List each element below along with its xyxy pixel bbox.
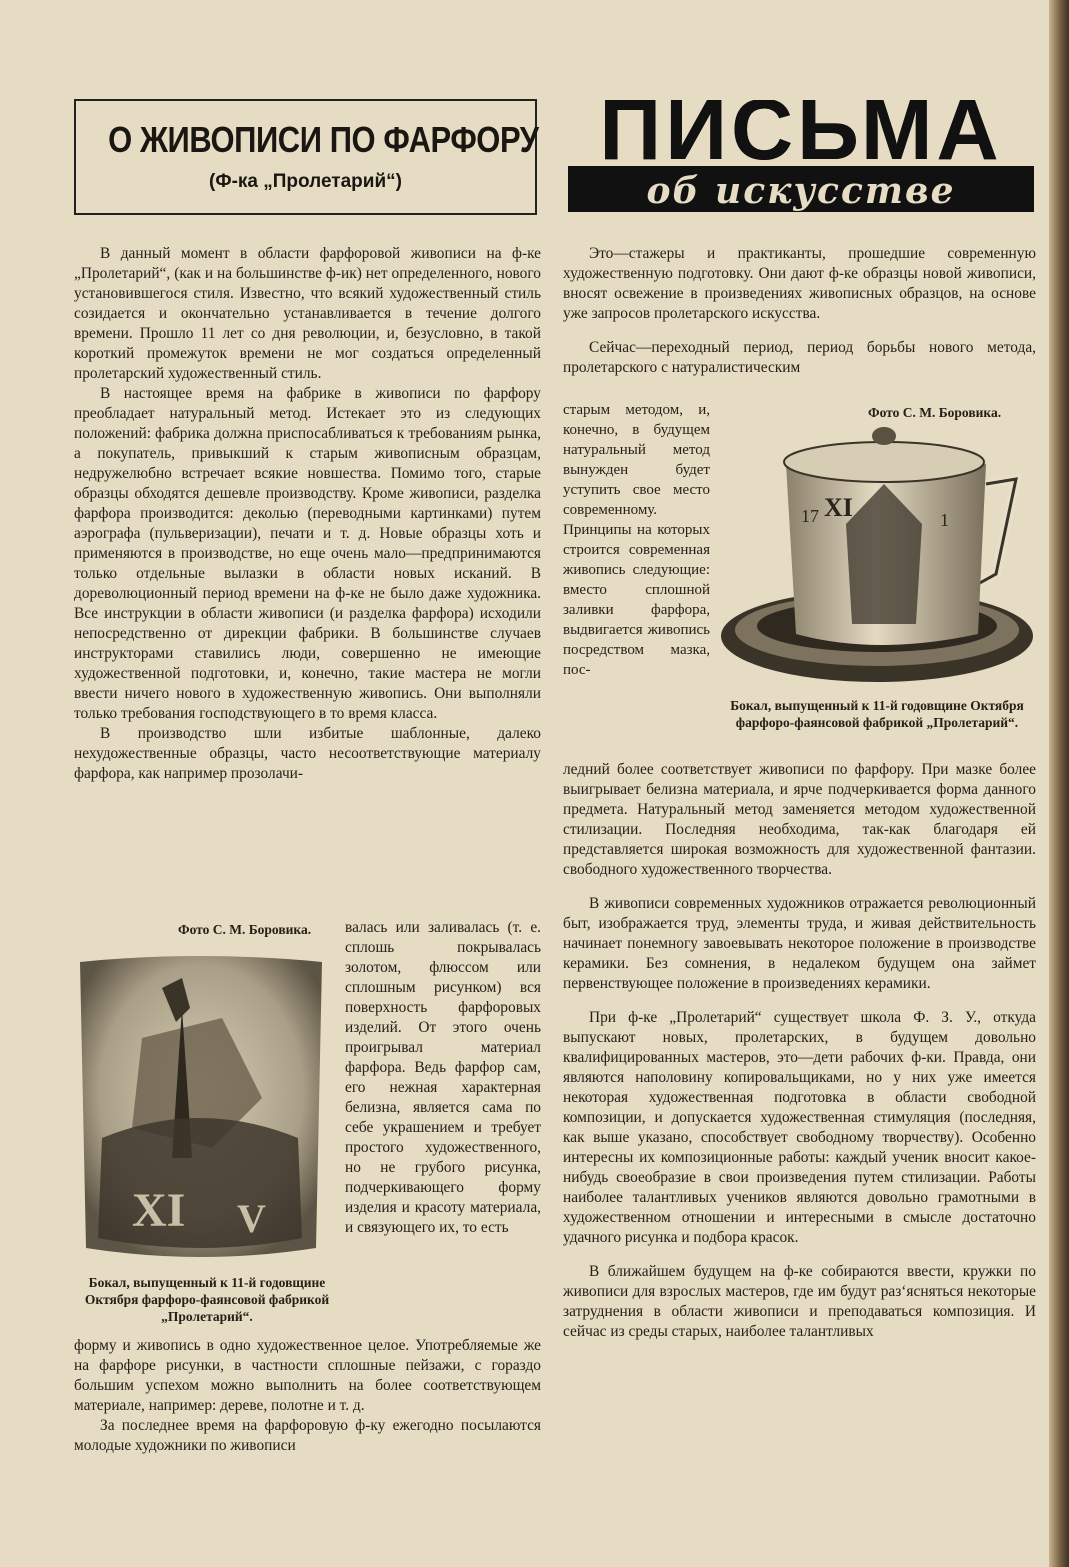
paragraph: Сейчас—переходный период, период борьбы нового метода, пролетарского с натуралистическим: [563, 339, 1036, 376]
paragraph: В настоящее время на фабрике в живописи по фарфору преобладает натуральный метод. Истекает это из следующих положений: фабрика должна приспосабливаться к требованиям рынка, а покупатель, привыкший к старым живописным образцам, недружелюбно встречает всякие новшества. Помимо того, старые образцы обходятся дешевле производству. Кроме живописи, разделка фарфора производится: деколью (переводными картинками) путем аэрографа (пульверизации), печати и т. д. Новые образцы хоть и применяются в производстве, но еще очень мало—предпринимаются только отдельные вылазки в области новых исканий. В дореволюционный период времени на ф-ке не было даже художника. Все инструкции в области живописи (и разделка фарфора) исходили непосредственно от дирекции фабрики. В большинстве случаев инструкторами ставились люди, совершенно не имеющие художественной подготовки, и, конечно, такие мастера не могли ввести ничего нового в художественную живопись. Они выполняли только требования господствующего в то время класса.: [74, 385, 541, 722]
svg-text:1: 1: [940, 510, 949, 530]
paragraph: валась или заливалась (т. е. сплошь покрывалась золотом, флюссом или сплошным рисунком) вся поверхность фарфоровых изделий. От этого очень проигрывал материал фарфора. Ведь фарфор сам, его нежная характерная белизна, является сама по себе украшением и требует простого художественного, но не грубого рисунка, подчеркивающего форму изделия и красоту материала, и связующего их, то есть: [345, 919, 541, 1236]
paragraph: В ближайшем будущем на ф-ке собираются ввести, кружки по живописи для взрослых мастеров, где им будут раз‘ясняться некоторые затруднения в области живописи и преподаваться композиция. И сейчас из среды старых, наиболее талантливых: [563, 1263, 1036, 1340]
left-column-top: [74, 244, 541, 784]
goblet-photo-right: [716, 424, 1038, 692]
paragraph: форму и живопись в одно художественное целое. Употребляемые же на фарфоре рисунки, в частности сплошные пейзажи, с гораздо большим успехом можно выполнить на более соответствующем материале, например: дереве, полотне и т. д.: [74, 1337, 541, 1414]
paragraph: В живописи современных художников отражается революционный быт, изображается труд, элементы труда, и живая действительность начинает понемногу завоевывать некоторое положение в производстве керамики. Без сомнения, в недалеком будущем она займет первенствующее положение в произведениях керамики.: [563, 895, 1036, 992]
right-column-bottom: [563, 760, 1036, 1342]
page-edge: [1049, 0, 1069, 1567]
photo-caption-right: Бокал, выпущенный к 11-й годовщине Октября фарфоро-фаянсовой фабрикой „Пролетарий“.: [730, 698, 1024, 730]
left-column-wrap: [345, 918, 541, 1238]
paragraph: За последнее время на фарфоровую ф-ку ежегодно посылаются молодые художники по живописи: [74, 1417, 541, 1454]
article-title-box: [74, 99, 537, 215]
masthead-sub: об искусстве: [646, 170, 956, 212]
paragraph: В производство шли избитые шаблонные, далеко нехудожественные образцы, часто несоответствующие материалу фарфора, как например прозолачи-: [74, 725, 541, 782]
goblet-photo-left: [72, 948, 328, 1266]
article-subtitle: (Ф-ка „Пролетарий“): [209, 171, 402, 192]
paragraph: При ф-ке „Пролетарий“ существует школа Ф. З. У., откуда выпускают новых, пролетарских, в будущем довольно квалифицированных мастеров, это—дети рабочих ф-ки. Правда, они являются наполовину копировальщиками, но у них уже имеется некоторая художественная подготовка в области свободной композиции, и допускается художественная стимуляция (последняя, как выше указано, способствует свободному творчеству). Особенно интересны их композиционные работы: каждый ученик вносит какое-нибудь своеобразие в свои произведения путем стилизации. Работы наиболее талантливых учеников являются довольно грамотными в художественном отношении и интересными в смысле достаточно удачного рисунка и подбора красок.: [563, 1009, 1036, 1246]
right-column-top: [563, 244, 1036, 378]
paragraph: Это—стажеры и практиканты, прошедшие современную художественную подготовку. Они дают ф-ке образцы новой живописи, вносят освежение в произведениях живописных образцов, на основе уже запросов пролетарского искусства.: [563, 245, 1036, 322]
left-column-bottom: [74, 1336, 541, 1456]
svg-text:XI: XI: [132, 1184, 186, 1237]
svg-text:XI: XI: [824, 493, 853, 522]
svg-text:17: 17: [801, 506, 819, 526]
masthead-main: ПИСЬМА: [568, 100, 1034, 166]
section-masthead: [568, 100, 1034, 212]
photo-credit-right: Фото С. М. Боровика.: [868, 405, 1002, 420]
paragraph: ледний более соответствует живописи по фарфору. При мазке более выигрывает белизна материала, и ярче подчеркивается форма данного предмета. Натуральный метод заменяется методом художественной стилизации. Последняя необходима, так-как благодаря ей представляется широкая возможность для художественной фантазии. свободного художественного творчества.: [563, 761, 1036, 878]
photo-credit-left: Фото С. М. Боровика.: [178, 922, 312, 937]
paragraph: В данный момент в области фарфоровой живописи на ф-ке „Пролетарий“, (как и на большинстве ф-ик) нет определенного, нового установившегося стиля. Известно, что всякий художественный стиль созидается и окончательно устанавливается в течение долгого времени. Прошло 11 лет со дня революции, и, безусловно, в такой короткий промежуток времени не мог создаться определенный пролетарский художественный стиль.: [74, 245, 541, 382]
article-title: О ЖИВОПИСИ ПО ФАРФОРУ: [108, 119, 539, 160]
photo-caption-left: Бокал, выпущенный к 11-й годовщине Октября фарфоро-фаянсовой фабрикой „Пролетарий“.: [84, 1275, 330, 1324]
paragraph: старым методом, и, конечно, в будущем натуральный метод вынужден будет уступить свое место современному. Принципы на которых строится современная живопись следующие: вместо сплошной заливки фарфора, выдвигается живопись посредством мазка, пос-: [563, 402, 710, 678]
svg-text:V: V: [237, 1196, 266, 1241]
right-column-wrap: [563, 400, 710, 680]
